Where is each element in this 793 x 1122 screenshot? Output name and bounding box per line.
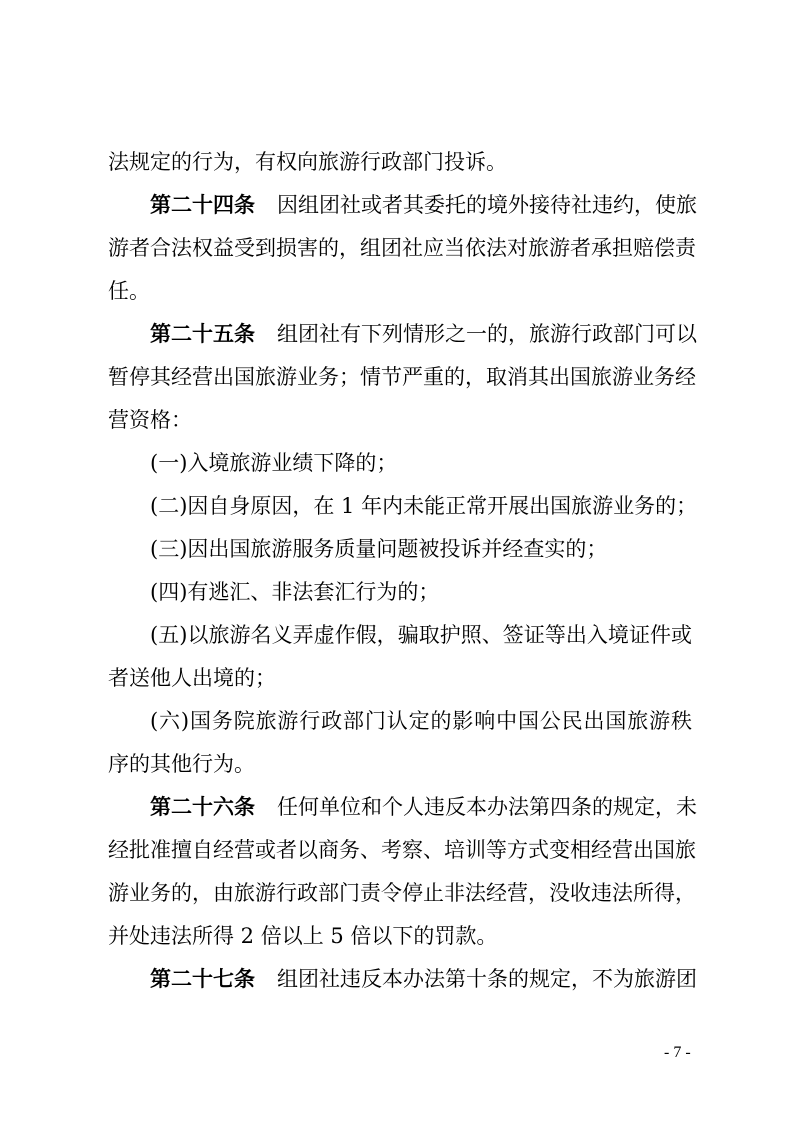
list-item: (三)因出国旅游服务质量问题被投诉并经查实的； xyxy=(150,537,608,561)
list-item: (五)以旅游名义弄虚作假，骗取护照、签证等出入境证件或 xyxy=(150,623,692,647)
text-line: 游业务的，由旅游行政部门责令停止非法经营，没收违法所得， xyxy=(108,881,696,905)
list-item: (二)因自身原因，在 1 年内未能正常开展出国旅游业务的； xyxy=(150,494,698,518)
article-27-line xyxy=(150,967,697,991)
article-text: 因组团社或者其委托的境外接待社违约，使旅 xyxy=(277,193,697,217)
text-line: 暂停其经营出国旅游业务；情节严重的，取消其出国旅游业务经 xyxy=(108,365,696,389)
article-heading: 第二十四条 xyxy=(150,193,255,217)
article-heading: 第二十七条 xyxy=(150,967,255,991)
text-line: 序的其他行为。 xyxy=(108,752,255,776)
text-line: 营资格： xyxy=(108,408,192,432)
article-heading: 第二十五条 xyxy=(150,322,255,346)
article-text: 任何单位和个人违反本办法第四条的规定，未 xyxy=(277,795,697,819)
text-line: 者送他人出境的； xyxy=(108,666,276,690)
article-24-line xyxy=(150,193,697,217)
text-line: 经批准擅自经营或者以商务、考察、培训等方式变相经营出国旅 xyxy=(108,838,696,862)
list-item: (一)入境旅游业绩下降的； xyxy=(150,451,398,475)
page-number: - 7 - xyxy=(664,1044,691,1061)
text-line: 任。 xyxy=(108,279,150,303)
list-item: (六)国务院旅游行政部门认定的影响中国公民出国旅游秩 xyxy=(150,709,692,733)
article-25-line xyxy=(150,322,697,346)
article-26-line xyxy=(150,795,697,819)
text-line: 游者合法权益受到损害的，组团社应当依法对旅游者承担赔偿责 xyxy=(108,236,696,260)
article-heading: 第二十六条 xyxy=(150,795,255,819)
article-text: 组团社有下列情形之一的，旅游行政部门可以 xyxy=(277,322,697,346)
text-line: 法规定的行为，有权向旅游行政部门投诉。 xyxy=(108,150,507,174)
text-line: 并处违法所得 2 倍以上 5 倍以下的罚款。 xyxy=(108,924,498,948)
article-text: 组团社违反本办法第十条的规定，不为旅游团 xyxy=(277,967,697,991)
list-item: (四)有逃汇、非法套汇行为的； xyxy=(150,580,440,604)
